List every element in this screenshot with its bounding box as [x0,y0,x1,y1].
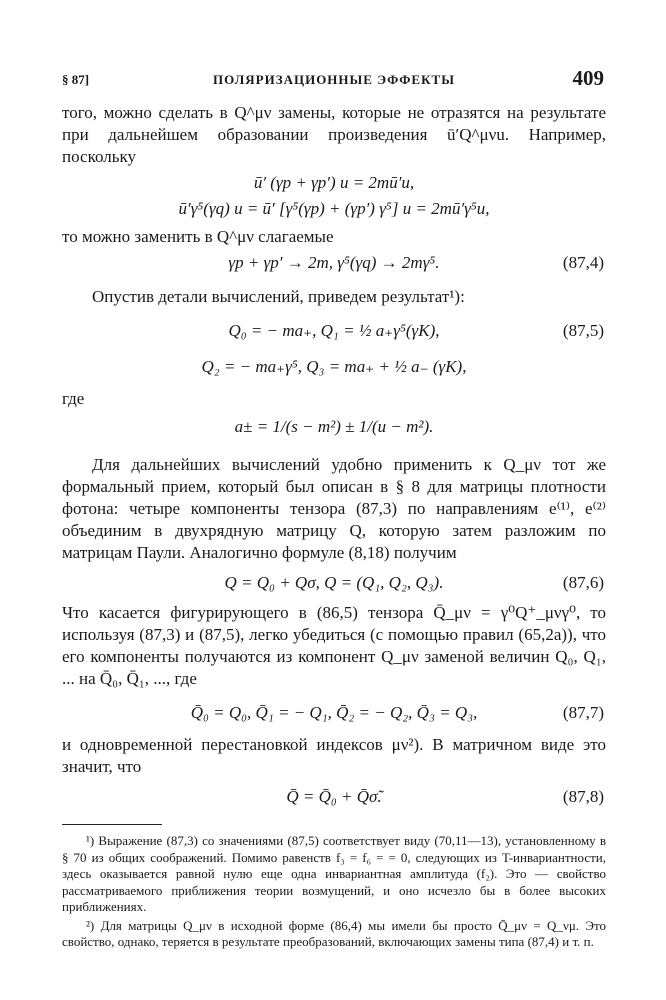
paragraph-7: и одновременной перестановкой индексов μν²). В матричном виде это значит, что [62,735,606,776]
equation-3-number: (87,4) [562,253,604,272]
equation-1-body: ū′ (γp + γp′) u = 2mū′u, [253,173,415,192]
footnote-2: ²) Для матрицы Q_μν в исходной форме (86,4) мы имели бы просто Q̄_μν = Q_νμ. Это свойство, однако, теряется в результате преобразований, включающих замены типа (87,4) и т. п. [62,917,606,949]
equation-8-body: Q̄₀ = Q₀, Q̄₁ = − Q₁, Q̄₂ = − Q₂, Q̄₃ = Q₃, [190,703,478,722]
equation-7 [62,572,606,594]
paragraph-4: где [62,389,85,408]
page-number: 409 [572,66,604,90]
equation-9-body: Q̄ = Q̄₀ + Q̄σ̃. [286,787,382,806]
running-header [62,68,606,96]
equation-6 [62,416,606,438]
page [62,68,606,951]
equation-4-body: Q₀ = − ma₊, Q₁ = ½ a₊γ⁵(γK), [228,321,440,340]
equation-7-number: (87,6) [562,573,604,592]
paragraph-2: то можно заменить в Q^μν слагаемые [62,227,334,246]
footnote-1: ¹) Выражение (87,3) со значениями (87,5) соответствует виду (70,11—13), установленному в § 70 из общих соображений. Помимо равенств f₃ = f₆ = = 0, следующих из T-инвариантности, здесь оказывается равной нулю еще одна инвариантная амплитуда (f₂). Это — свойство рассматриваемого приближения теории возмущений, и оно исчезло бы в более высоких приближениях. [62,833,606,914]
paragraph-5: Для дальнейших вычислений удобно применить к Q_μν тот же формальный прием, который был описан в § 8 для матрицы плотности фотона: четыре компоненты тензора (87,3) по направлениям e⁽¹⁾, e⁽²⁾ объединим в двухрядную матрицу Q, которую затем разложим по матрицам Паули. Аналогично формуле (8,18) получим [62,455,606,562]
equation-8 [62,702,606,724]
equation-9-number: (87,8) [562,787,604,806]
equation-4-number: (87,5) [562,321,604,340]
equation-9 [62,786,606,808]
equation-8-number: (87,7) [562,703,604,722]
equation-3-body: γp + γp′ → 2m, γ⁵(γq) → 2mγ⁵. [228,253,440,272]
equation-7-body: Q = Q₀ + Qσ, Q = (Q₁, Q₂, Q₃). [224,573,444,592]
equation-2-body: ū′γ⁵(γq) u = ū′ [γ⁵(γp) + (γp′) γ⁵] u = 2mū′γ⁵u, [178,199,490,218]
paragraph-3: Опустив детали вычислений, приведем результат¹): [92,287,465,306]
equation-2 [62,198,606,220]
section-ref: § 87] [62,72,90,87]
equation-3 [62,252,606,274]
equation-5 [62,356,606,378]
footnote-rule [62,824,162,825]
paragraph-1: того, можно сделать в Q^μν замены, которые не отразятся на результате при дальнейшем образовании произведения ū′Q^μνu. Например, поскольку [62,103,606,166]
equation-6-body: a± = 1/(s − m²) ± 1/(u − m²). [234,417,434,436]
equation-5-body: Q₂ = − ma₊γ⁵, Q₃ = ma₊ + ½ a₋ (γK), [201,357,467,376]
running-title: ПОЛЯРИЗАЦИОННЫЕ ЭФФЕКТЫ [213,72,455,87]
equation-4 [62,320,606,342]
equation-1 [62,172,606,194]
paragraph-6: Что касается фигурирующего в (86,5) тензора Q̄_μν = γ⁰Q⁺_μνγ⁰, то используя (87,3) и (87,5), легко убедиться (с помощью правил (65,2а)), что его компоненты получаются из компонент Q_μν заменой величин Q₀, Q₁, ... на Q̄₀, Q̄₁, ..., где [62,603,606,688]
